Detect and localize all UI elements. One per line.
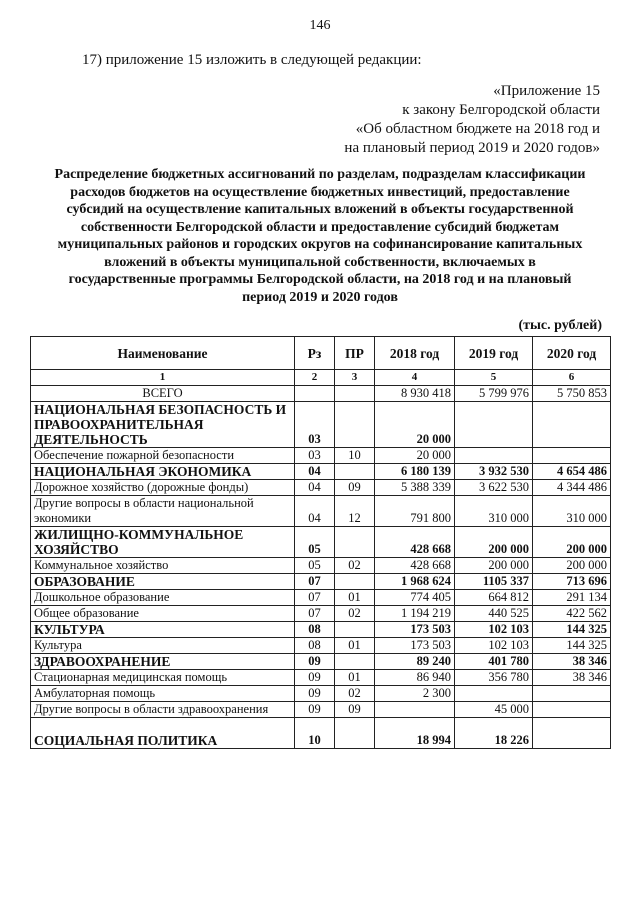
cell-name: НАЦИОНАЛЬНАЯ ЭКОНОМИКА [31,464,295,480]
cell-2020: 291 134 [533,590,611,606]
cell-2020: 200 000 [533,527,611,558]
cell-2019 [455,448,533,464]
table-row [31,606,611,622]
header-2018: 2018 год [375,337,455,370]
cell-name: ЖИЛИЩНО-КОММУНАЛЬНОЕ ХОЗЯЙСТВО [31,527,295,558]
cell-2018: 18 994 [375,718,455,749]
cell-2018: 86 940 [375,670,455,686]
cell-2019: 18 226 [455,718,533,749]
appendix-line: на плановый период 2019 и 2020 годов» [344,140,600,156]
cell-2020 [533,702,611,718]
cell-name: Стационарная медицинская помощь [31,670,295,686]
title-line: муниципальных районов и городских округов на софинансирование капитальных [57,237,583,252]
cell-2018: 1 968 624 [375,574,455,590]
cell-2019: 102 103 [455,638,533,654]
table-row [31,402,611,448]
cell-rz: 03 [295,448,335,464]
cell-2018: 89 240 [375,654,455,670]
title-line: собственности Белгородской области и предоставление субсидий бюджетам [80,219,560,235]
cell-pr [335,402,375,448]
cell-pr [335,386,375,402]
cell-2019: 200 000 [455,527,533,558]
cell-2020: 4 344 486 [533,480,611,496]
table-row [31,558,611,574]
appendix-line: «Об областном бюджете на 2018 год и [355,121,600,137]
cell-pr: 09 [335,480,375,496]
title-line: расходов бюджетов на осуществление бюджетных инвестиций, предоставление [70,184,570,200]
table-row [31,638,611,654]
cell-pr [335,622,375,638]
cell-2019: 3 622 530 [455,480,533,496]
cell-rz: 04 [295,480,335,496]
cell-2019: 5 799 976 [455,386,533,402]
cell-2020: 713 696 [533,574,611,590]
table-header-row [31,337,611,370]
cell-name: Дорожное хозяйство (дорожные фонды) [31,480,295,496]
page-number: 146 [309,18,331,33]
cell-2019: 102 103 [455,622,533,638]
cell-2019: 664 812 [455,590,533,606]
column-number: 6 [533,370,611,386]
cell-name: Обеспечение пожарной безопасности [31,448,295,464]
cell-pr: 12 [335,496,375,527]
column-number: 2 [295,370,335,386]
table-row [31,702,611,718]
column-number: 5 [455,370,533,386]
cell-2019: 45 000 [455,702,533,718]
cell-2019: 440 525 [455,606,533,622]
cell-2020: 200 000 [533,558,611,574]
cell-2018: 791 800 [375,496,455,527]
cell-2018: 173 503 [375,638,455,654]
cell-2018: 428 668 [375,527,455,558]
table-row [31,448,611,464]
cell-2019: 401 780 [455,654,533,670]
cell-name: ВСЕГО [31,386,295,402]
cell-2020: 38 346 [533,670,611,686]
cell-2018: 8 930 418 [375,386,455,402]
cell-pr [335,527,375,558]
cell-2019: 1105 337 [455,574,533,590]
cell-rz: 10 [295,718,335,749]
intro-text: 17) приложение 15 изложить в следующей редакции: [82,52,422,68]
cell-rz: 07 [295,590,335,606]
title-line: государственные программы Белгородской области, на 2018 год и на плановый [68,272,572,287]
table-row [31,496,611,527]
table-row [31,590,611,606]
cell-2019 [455,686,533,702]
cell-rz: 09 [295,670,335,686]
cell-2019: 356 780 [455,670,533,686]
cell-rz: 09 [295,654,335,670]
cell-2018: 1 194 219 [375,606,455,622]
cell-2020: 4 654 486 [533,464,611,480]
cell-2020: 38 346 [533,654,611,670]
table-row [31,622,611,638]
cell-2018: 5 388 339 [375,480,455,496]
title-line: субсидий на осуществление капитальных вложений в объекты государственной [66,202,574,217]
title-line: период 2019 и 2020 годов [242,289,398,305]
header-name: Наименование [31,337,295,370]
cell-rz: 09 [295,686,335,702]
cell-rz: 07 [295,574,335,590]
cell-name: НАЦИОНАЛЬНАЯ БЕЗОПАСНОСТЬ И ПРАВООХРАНИТЕЛЬНАЯ ДЕЯТЕЛЬНОСТЬ [31,402,295,448]
cell-pr: 02 [335,606,375,622]
cell-name: Коммунальное хозяйство [31,558,295,574]
appendix-header [344,82,600,158]
cell-2020 [533,718,611,749]
cell-pr: 09 [335,702,375,718]
cell-rz: 03 [295,402,335,448]
budget-table [30,336,611,749]
cell-2020: 5 750 853 [533,386,611,402]
table-row [31,654,611,670]
cell-name: ЗДРАВООХРАНЕНИЕ [31,654,295,670]
cell-name: Амбулаторная помощь [31,686,295,702]
cell-name: Другие вопросы в области национальной экономики [31,496,295,527]
header-2020: 2020 год [533,337,611,370]
cell-pr: 01 [335,590,375,606]
cell-pr [335,464,375,480]
cell-pr: 02 [335,686,375,702]
cell-2018: 2 300 [375,686,455,702]
column-number-row [31,370,611,386]
cell-pr: 10 [335,448,375,464]
cell-2019: 3 932 530 [455,464,533,480]
title-line: вложений в объекты муниципальной собственности, включаемых в [104,254,536,270]
cell-pr [335,718,375,749]
cell-pr: 01 [335,638,375,654]
cell-pr: 01 [335,670,375,686]
table-row [31,480,611,496]
cell-2020 [533,448,611,464]
cell-2018: 428 668 [375,558,455,574]
cell-2020: 144 325 [533,622,611,638]
column-number: 4 [375,370,455,386]
column-number: 1 [31,370,295,386]
cell-2020 [533,402,611,448]
table-row [31,464,611,480]
header-pr: ПР [335,337,375,370]
cell-2018: 20 000 [375,402,455,448]
cell-2019: 200 000 [455,558,533,574]
cell-pr: 02 [335,558,375,574]
header-2019: 2019 год [455,337,533,370]
cell-rz: 05 [295,558,335,574]
cell-2019 [455,402,533,448]
table-row [31,386,611,402]
cell-rz [295,386,335,402]
cell-rz: 08 [295,622,335,638]
cell-name: СОЦИАЛЬНАЯ ПОЛИТИКА [31,718,295,749]
table-row [31,718,611,749]
table-row [31,574,611,590]
table-row [31,527,611,558]
cell-rz: 08 [295,638,335,654]
cell-name: Культура [31,638,295,654]
table-body [31,386,611,749]
cell-2020: 422 562 [533,606,611,622]
cell-2018: 774 405 [375,590,455,606]
cell-pr [335,574,375,590]
table-row [31,670,611,686]
cell-rz: 09 [295,702,335,718]
cell-2020 [533,686,611,702]
cell-2018: 20 000 [375,448,455,464]
cell-rz: 07 [295,606,335,622]
cell-name: КУЛЬТУРА [31,622,295,638]
cell-name: Другие вопросы в области здравоохранения [31,702,295,718]
table-row [31,686,611,702]
cell-2018: 6 180 139 [375,464,455,480]
appendix-line: «Приложение 15 [493,83,600,99]
cell-rz: 04 [295,496,335,527]
units-label: (тыс. рублей) [518,318,602,333]
column-number: 3 [335,370,375,386]
document-title [30,166,610,306]
cell-name: Общее образование [31,606,295,622]
appendix-line: к закону Белгородской области [402,102,600,118]
cell-name: Дошкольное образование [31,590,295,606]
cell-rz: 05 [295,527,335,558]
cell-rz: 04 [295,464,335,480]
cell-2020: 310 000 [533,496,611,527]
cell-2018 [375,702,455,718]
title-line: Распределение бюджетных ассигнований по разделам, подразделам классификации [54,167,586,182]
cell-pr [335,654,375,670]
cell-name: ОБРАЗОВАНИЕ [31,574,295,590]
cell-2020: 144 325 [533,638,611,654]
cell-2018: 173 503 [375,622,455,638]
header-rz: Рз [295,337,335,370]
cell-2019: 310 000 [455,496,533,527]
